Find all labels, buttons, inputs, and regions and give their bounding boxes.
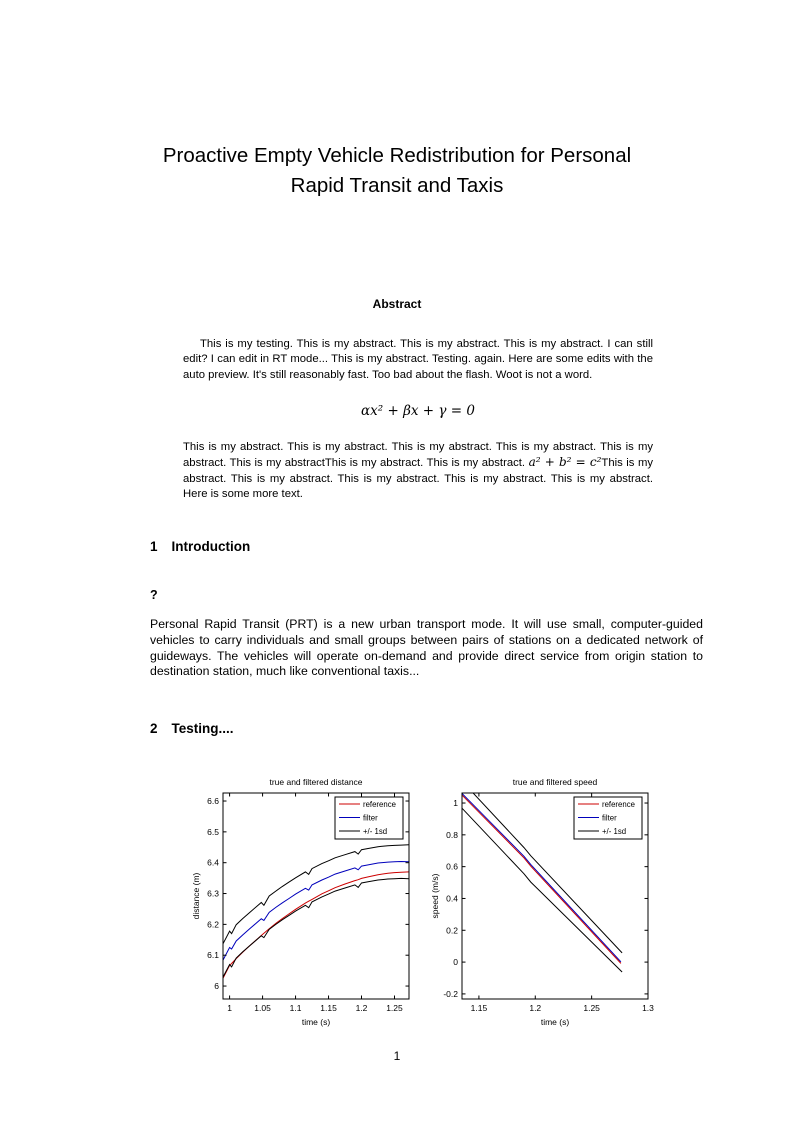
y-tick-label: -0.2: [443, 988, 458, 999]
legend: [335, 797, 403, 839]
legend-label: filter: [602, 813, 617, 823]
section-heading-testing: [150, 721, 234, 736]
figure-distance-speed: [185, 772, 665, 1034]
x-tick-label: 1: [227, 1003, 232, 1013]
section-heading-introduction: [150, 539, 250, 554]
y-tick-label: 6.6: [207, 796, 219, 807]
display-equation: αx² + βx + γ = 0: [361, 403, 475, 419]
y-tick-label: 0.6: [446, 861, 458, 872]
section-number: 1: [150, 539, 158, 554]
y-tick-label: 0.8: [446, 829, 458, 840]
y-tick-label: 6.5: [207, 826, 219, 837]
y-tick-label: 0.2: [446, 925, 458, 936]
x-tick-label: 1.15: [320, 1003, 337, 1013]
section-title: Introduction: [171, 539, 251, 554]
paragraph-heading-question: ?: [150, 588, 158, 602]
introduction-paragraph: Personal Rapid Transit (PRT) is a new urban transport mode. It will use small, computer-guided vehicles to carry individuals and small groups between pairs of stations on a dedicated network of guideways. The vehicles will operate on-demand and provide direct service from origin station to destination station, much like conventional taxis...: [150, 617, 703, 679]
paper-title-line1: Proactive Empty Vehicle Redistribution for Personal: [162, 144, 632, 167]
y-tick-label: 0: [453, 957, 458, 968]
subplot-2: [430, 777, 654, 1027]
abstract-paragraph-2: [183, 440, 653, 503]
y-axis-label: speed (m/s): [430, 873, 440, 919]
y-tick-label: 1: [453, 798, 458, 809]
x-tick-label: 1.15: [470, 1003, 488, 1013]
legend-label: reference: [602, 800, 635, 809]
y-tick-label: 6.3: [207, 888, 219, 899]
page-number: 1: [393, 1049, 401, 1063]
plot-title: true and filtered distance: [269, 777, 363, 787]
y-tick-label: 0.4: [446, 893, 458, 904]
legend-label: +/- 1sd: [602, 827, 627, 836]
x-tick-label: 1.2: [529, 1003, 542, 1013]
paper-title: [0, 141, 794, 201]
inline-equation: a² + b² = c²: [528, 455, 602, 470]
legend-label: filter: [363, 813, 378, 823]
x-tick-label: 1.25: [386, 1003, 403, 1013]
x-tick-label: 1.2: [355, 1003, 368, 1013]
section-number: 2: [150, 721, 158, 736]
legend-label: +/- 1sd: [363, 827, 388, 836]
y-tick-label: 6.1: [207, 950, 219, 961]
subplot-1: [191, 777, 409, 1027]
abstract-paragraph-1: This is my testing. This is my abstract. This is my abstract. This is my abstract. I can still edit? I can edit in RT mode... This is my abstract. Testing. again. Here are some edits with the auto preview. It's still reasonably fast. Too bad about the flash. Woot is not a word.: [183, 338, 653, 381]
y-axis-label: distance (m): [191, 872, 201, 920]
section-title: Testing....: [171, 721, 234, 736]
x-tick-label: 1.3: [642, 1003, 654, 1013]
legend-label: reference: [363, 800, 396, 809]
x-tick-label: 1.05: [254, 1003, 271, 1013]
x-tick-label: 1.1: [289, 1003, 302, 1013]
plot-title: true and filtered speed: [512, 777, 598, 787]
legend: [574, 797, 642, 839]
abstract-paragraph-2-text-cont: This is my abstract. This is my abstract. This is my abstract. This is my abstract. This is my abstract. Here is some more text.: [183, 457, 654, 501]
y-tick-label: 6.2: [207, 919, 219, 930]
abstract-paragraph-2-text: This is my abstract. This is my abstract. This is my abstract. This is my abstract. This is my abstract. This is my abstractThis is my abstract. This is my abstract.: [183, 441, 653, 470]
figure-plots-svg: [185, 772, 665, 1034]
x-axis-label: time (s): [301, 1017, 331, 1027]
series-plus-1sd: [223, 845, 409, 944]
y-tick-label: 6: [214, 981, 219, 992]
abstract-heading: Abstract: [372, 297, 422, 311]
x-axis-label: time (s): [540, 1017, 570, 1027]
paper-title-line2: Rapid Transit and Taxis: [290, 174, 504, 197]
series-reference: [223, 872, 409, 978]
y-tick-label: 6.4: [207, 857, 219, 868]
x-tick-label: 1.25: [583, 1003, 600, 1013]
